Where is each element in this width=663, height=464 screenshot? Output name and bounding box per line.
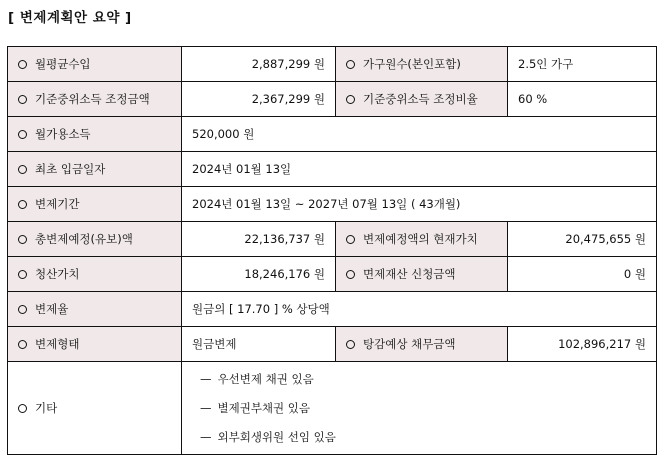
repayment-rate-label: 변제율	[35, 302, 69, 316]
etc-value-cell	[182, 362, 657, 455]
circle-bullet-icon	[18, 340, 27, 349]
circle-bullet-icon	[18, 200, 27, 209]
household-size-value: 2.5인 가구	[508, 47, 657, 82]
circle-bullet-icon	[18, 95, 27, 104]
circle-bullet-icon	[346, 270, 355, 279]
table-row	[8, 47, 657, 82]
dash-icon: —	[200, 371, 212, 386]
circle-bullet-icon	[18, 60, 27, 69]
table-row	[8, 152, 657, 187]
circle-bullet-icon	[18, 130, 27, 139]
label-cell-monthly-disposable-income	[8, 117, 182, 152]
table-row	[8, 292, 657, 327]
present-value-label: 변제예정액의 현재가치	[363, 232, 478, 246]
label-cell-repayment-type	[8, 327, 182, 362]
repayment-period-label: 변제기간	[35, 197, 80, 211]
household-size-label: 가구원수(본인포함)	[363, 57, 461, 71]
monthly-income-value: 2,887,299 원	[182, 47, 336, 82]
etc-item-text: 우선변제 채권 있음	[217, 371, 314, 386]
circle-bullet-icon	[18, 404, 27, 413]
table-row	[8, 222, 657, 257]
label-cell-liquidation-value	[8, 257, 182, 292]
exempt-property-amount-value: 0 원	[508, 257, 657, 292]
table-row	[8, 82, 657, 117]
etc-label: 기타	[35, 401, 58, 415]
label-cell-first-deposit-date	[8, 152, 182, 187]
dash-icon: —	[200, 400, 212, 415]
total-expected-repayment-value: 22,136,737 원	[182, 222, 336, 257]
circle-bullet-icon	[346, 95, 355, 104]
circle-bullet-icon	[18, 165, 27, 174]
label-cell-adjusted-median-amount	[8, 82, 182, 117]
monthly-disposable-income-value: 520,000 원	[182, 117, 657, 152]
list-item	[200, 423, 646, 452]
monthly-income-label: 월평균수입	[35, 57, 91, 71]
dash-icon: —	[200, 429, 212, 444]
repayment-plan-summary-table	[7, 46, 657, 455]
etc-item-text: 외부회생위원 선임 있음	[217, 429, 336, 444]
circle-bullet-icon	[18, 305, 27, 314]
monthly-disposable-income-label: 월가용소득	[35, 127, 91, 141]
circle-bullet-icon	[346, 235, 355, 244]
label-cell-monthly-income	[8, 47, 182, 82]
list-item	[200, 394, 646, 423]
repayment-type-label: 변제형태	[35, 337, 80, 351]
label-cell-etc	[8, 362, 182, 455]
label-cell-exempt-property-amount	[336, 257, 508, 292]
exempt-property-amount-label: 면제재산 신청금액	[363, 267, 456, 281]
etc-list	[192, 365, 646, 452]
repayment-period-value: 2024년 01월 13일 ~ 2027년 07월 13일 ( 43개월)	[182, 187, 657, 222]
repayment-rate-value: 원금의 [ 17.70 ] % 상당액	[182, 292, 657, 327]
label-cell-total-expected-repayment	[8, 222, 182, 257]
total-debt-value: 102,896,217 원	[508, 327, 657, 362]
liquidation-value-value: 18,246,176 원	[182, 257, 336, 292]
label-cell-repayment-period	[8, 187, 182, 222]
adjusted-median-ratio-value: 60 %	[508, 82, 657, 117]
adjusted-median-amount-label: 기준중위소득 조정금액	[35, 92, 150, 106]
table-row	[8, 362, 657, 455]
circle-bullet-icon	[18, 235, 27, 244]
label-cell-total-debt	[336, 327, 508, 362]
liquidation-value-label: 청산가치	[35, 267, 80, 281]
table-row	[8, 257, 657, 292]
circle-bullet-icon	[346, 60, 355, 69]
total-debt-label: 탕감예상 채무금액	[363, 337, 456, 351]
first-deposit-date-label: 최초 입금일자	[35, 162, 106, 176]
circle-bullet-icon	[346, 340, 355, 349]
label-cell-adjusted-median-ratio	[336, 82, 508, 117]
label-cell-household-size	[336, 47, 508, 82]
repayment-type-value: 원금변제	[182, 327, 336, 362]
label-cell-repayment-rate	[8, 292, 182, 327]
page-title: [ 변제계획안 요약 ]	[8, 10, 132, 26]
present-value-value: 20,475,655 원	[508, 222, 657, 257]
label-cell-present-value	[336, 222, 508, 257]
adjusted-median-ratio-label: 기준중위소득 조정비율	[363, 92, 478, 106]
first-deposit-date-value: 2024년 01월 13일	[182, 152, 657, 187]
adjusted-median-amount-value: 2,367,299 원	[182, 82, 336, 117]
table-row	[8, 117, 657, 152]
list-item	[200, 365, 646, 394]
total-expected-repayment-label: 총변제예정(유보)액	[35, 232, 133, 246]
table-row	[8, 187, 657, 222]
table-row	[8, 327, 657, 362]
etc-item-text: 별제권부채권 있음	[217, 400, 311, 415]
circle-bullet-icon	[18, 270, 27, 279]
